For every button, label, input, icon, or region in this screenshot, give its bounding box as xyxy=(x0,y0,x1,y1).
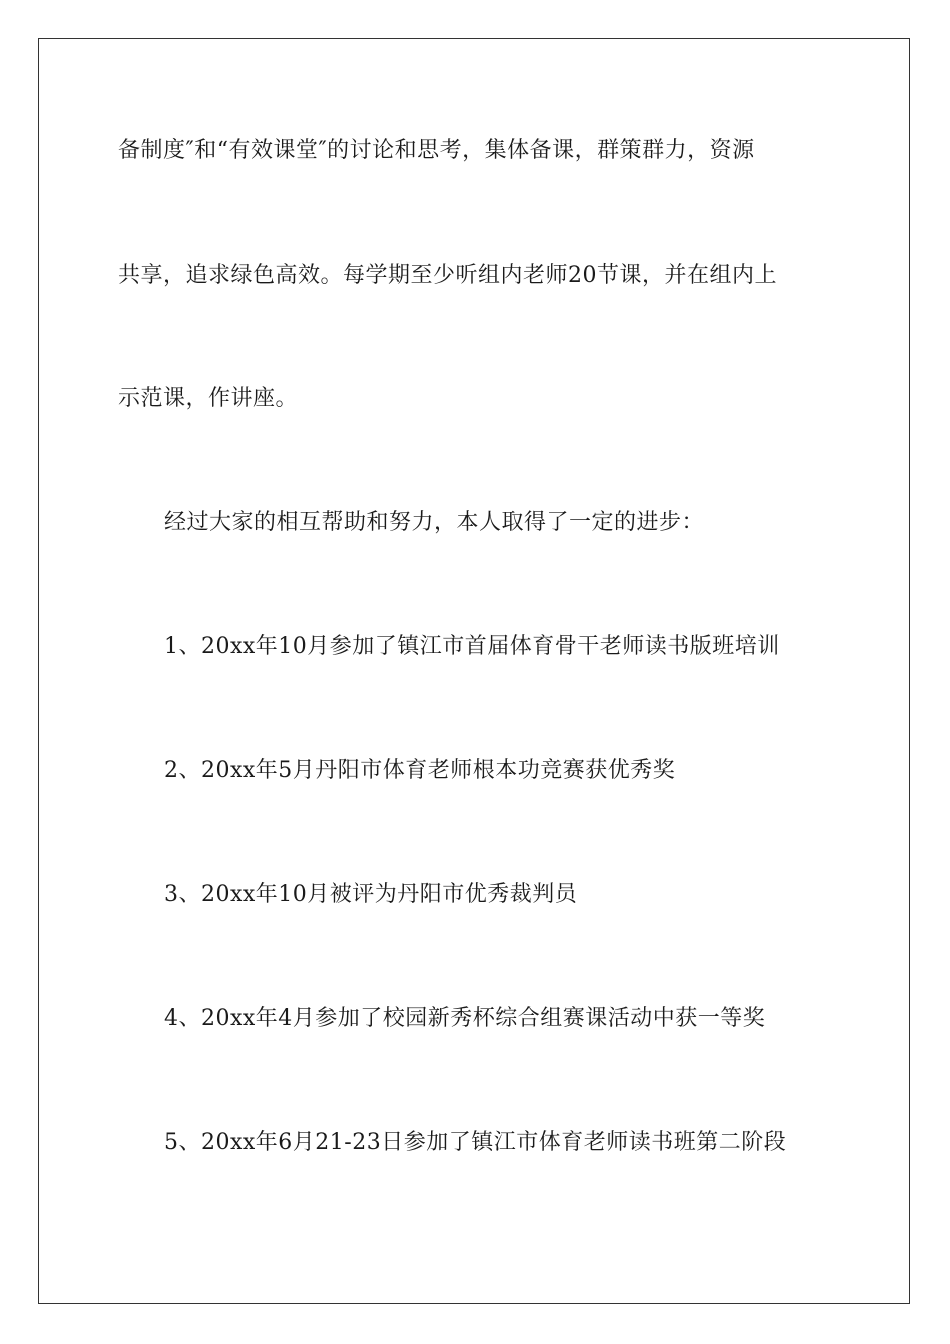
paragraph-line: 共享，追求绿色高效。每学期至少听组内老师20节课，并在组内上 xyxy=(118,263,777,288)
paragraph-line: 示范课，作讲座。 xyxy=(118,386,299,411)
list-item: 1、20xx年10月参加了镇江市首届体育骨干老师读书版班培训 xyxy=(164,634,780,659)
list-item: 2、20xx年5月丹阳市体育老师根本功竞赛获优秀奖 xyxy=(164,758,676,783)
page-border xyxy=(38,38,910,1304)
list-item: 4、20xx年4月参加了校园新秀杯综合组赛课活动中获一等奖 xyxy=(164,1006,766,1031)
paragraph-line: 备制度″和“有效课堂″的讨论和思考，集体备课，群策群力，资源 xyxy=(118,138,755,163)
list-item: 3、20xx年10月被评为丹阳市优秀裁判员 xyxy=(164,882,578,907)
list-item: 5、20xx年6月21-23日参加了镇江市体育老师读书班第二阶段 xyxy=(164,1130,787,1155)
paragraph-line: 经过大家的相互帮助和努力，本人取得了一定的进步： xyxy=(164,510,705,535)
